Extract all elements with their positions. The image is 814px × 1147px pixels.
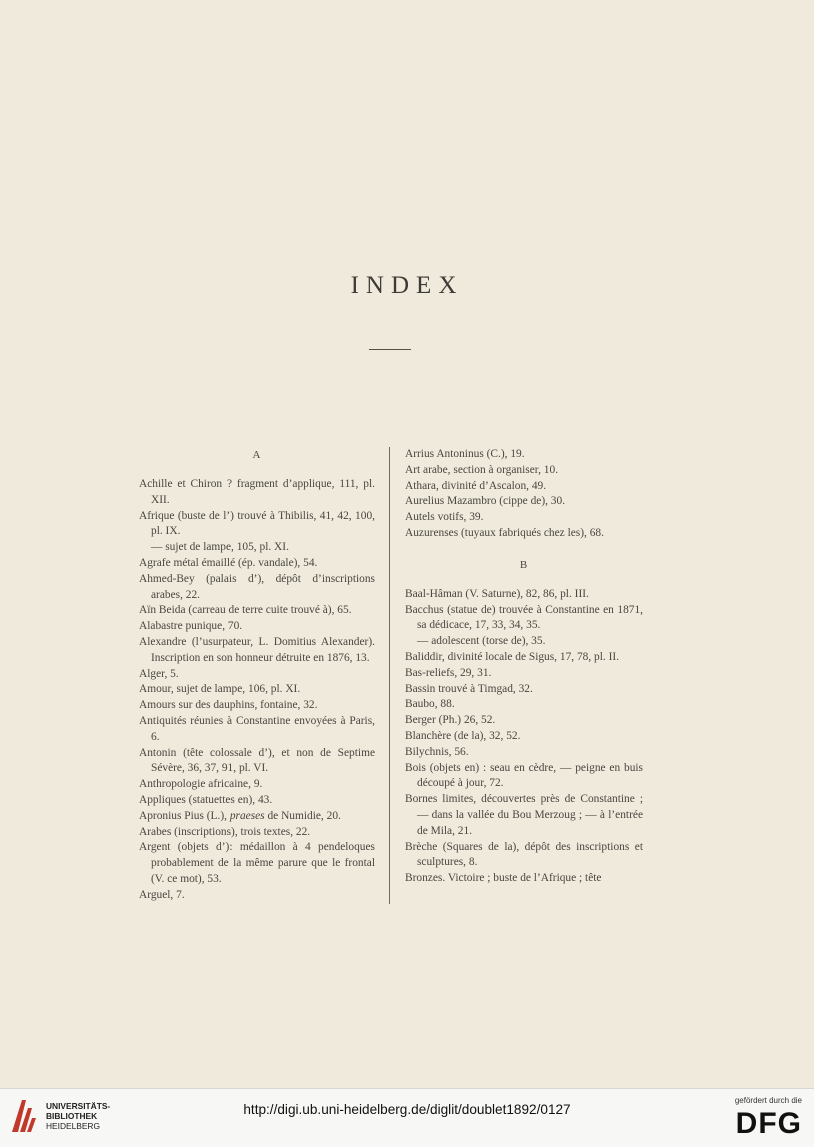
index-entry: Antiquités réunies à Constantine envoyées à Paris, 6.: [139, 714, 375, 743]
index-entry: Alabastre punique, 70.: [139, 620, 243, 633]
index-entry: Baubo, 88.: [405, 698, 455, 711]
index-column-left: [139, 447, 375, 904]
entry-text: Apronius Pius (L.),: [139, 809, 230, 822]
index-entry: — adolescent (torse de), 35.: [417, 635, 546, 648]
index-entry: Antonin (tête colossale d’), et non de Septime Sévère, 36, 37, 91, pl. VI.: [139, 746, 375, 775]
dfg-logo: DFG: [735, 1107, 802, 1140]
library-line-1: UNIVERSITÄTS-: [46, 1101, 111, 1111]
index-entry: Blanchère (de la), 32, 52.: [405, 729, 521, 742]
entry-italic-word: praeses: [229, 809, 265, 822]
index-entry: Amours sur des dauphins, fontaine, 32.: [139, 699, 318, 712]
index-entry: Bas-reliefs, 29, 31.: [405, 666, 492, 679]
index-entry: Bois (objets en) : seau en cèdre, — peigne en buis découpé à jour, 72.: [405, 761, 643, 790]
index-entry: Arguel, 7.: [139, 888, 185, 901]
index-entry: Baal-Hâman (V. Saturne), 82, 86, pl. III.: [405, 587, 589, 600]
funded-by-label: gefördert durch die: [734, 1096, 802, 1105]
column-divider: [389, 447, 390, 904]
index-entry: Bronzes. Victoire ; buste de l’Afrique ; tête: [405, 872, 602, 885]
index-entry: Bassin trouvé à Timgad, 32.: [405, 682, 533, 695]
index-entry: — sujet de lampe, 105, pl. XI.: [151, 541, 289, 554]
index-entry: Bornes limites, découvertes près de Constantine ; — dans la vallée du Bou Merzoug ; — à l’entrée de Mila, 21.: [405, 793, 643, 837]
permalink-url[interactable]: http://digi.ub.uni-heidelberg.de/diglit/doublet1892/0127: [243, 1102, 571, 1117]
index-entry: Autels votifs, 39.: [405, 511, 484, 524]
index-entry: Auzurenses (tuyaux fabriqués chez les), 68.: [405, 526, 604, 539]
index-entry: Athara, divinité d’Ascalon, 49.: [405, 479, 547, 492]
index-entry: Aïn Beida (carreau de terre cuite trouvé à), 65.: [139, 604, 352, 617]
index-entry: Agrafe métal émaillé (ép. vandale), 54.: [139, 556, 318, 569]
title-divider: [369, 349, 411, 350]
index-entry: Appliques (statuettes en), 43.: [139, 793, 273, 806]
index-entry: Brèche (Squares de la), dépôt des inscriptions et sculptures, 8.: [405, 840, 643, 869]
index-entry: Aurelius Mazambro (cippe de), 30.: [405, 495, 566, 508]
section-letter-b: B: [519, 558, 529, 571]
index-entry: Amour, sujet de lampe, 106, pl. XI.: [139, 683, 301, 696]
index-entry: Ahmed-Bey (palais d’), dépôt d’inscriptions arabes, 22.: [139, 572, 375, 601]
index-entry: Alexandre (l’usurpateur, L. Domitius Alexander). Inscription en son honneur détruite en 1876, 13.: [139, 635, 375, 664]
index-entry: Bilychnis, 56.: [405, 745, 469, 758]
library-line-2: BIBLIOTHEK: [46, 1111, 98, 1121]
index-column-right: [405, 447, 643, 887]
viewer-footer: [0, 1088, 814, 1147]
index-entry: Bacchus (statue de) trouvée à Constantine en 1871, sa dédicace, 17, 33, 34, 35.: [405, 603, 643, 632]
index-entry: Arrius Antoninus (C.), 19.: [405, 448, 525, 460]
index-entry: Afrique (buste de l’) trouvé à Thibilis, 41, 42, 100, pl. IX.: [139, 509, 375, 538]
index-entry: Art arabe, section à organiser, 10.: [405, 463, 559, 476]
page-title: INDEX: [350, 272, 464, 299]
index-entry-apronius: [139, 809, 375, 825]
index-entry: Berger (Ph.) 26, 52.: [405, 714, 496, 727]
index-entry: Baliddir, divinité locale de Sigus, 17, 78, pl. II.: [405, 650, 620, 663]
index-entry: Arabes (inscriptions), trois textes, 22.: [139, 825, 311, 838]
library-line-3: HEIDELBERG: [46, 1121, 100, 1131]
index-entry: Achille et Chiron ? fragment d’applique, 111, pl. XII.: [139, 478, 375, 506]
section-letter-a: A: [252, 449, 262, 461]
entry-text: de Numidie, 20.: [264, 809, 341, 822]
index-entry: Anthropologie africaine, 9.: [139, 778, 263, 791]
index-entry: Alger, 5.: [139, 667, 179, 680]
index-entry: Argent (objets d’): médaillon à 4 pendeloques probablement de la même parure que le frontal (V. ce mot), 53.: [139, 841, 375, 885]
